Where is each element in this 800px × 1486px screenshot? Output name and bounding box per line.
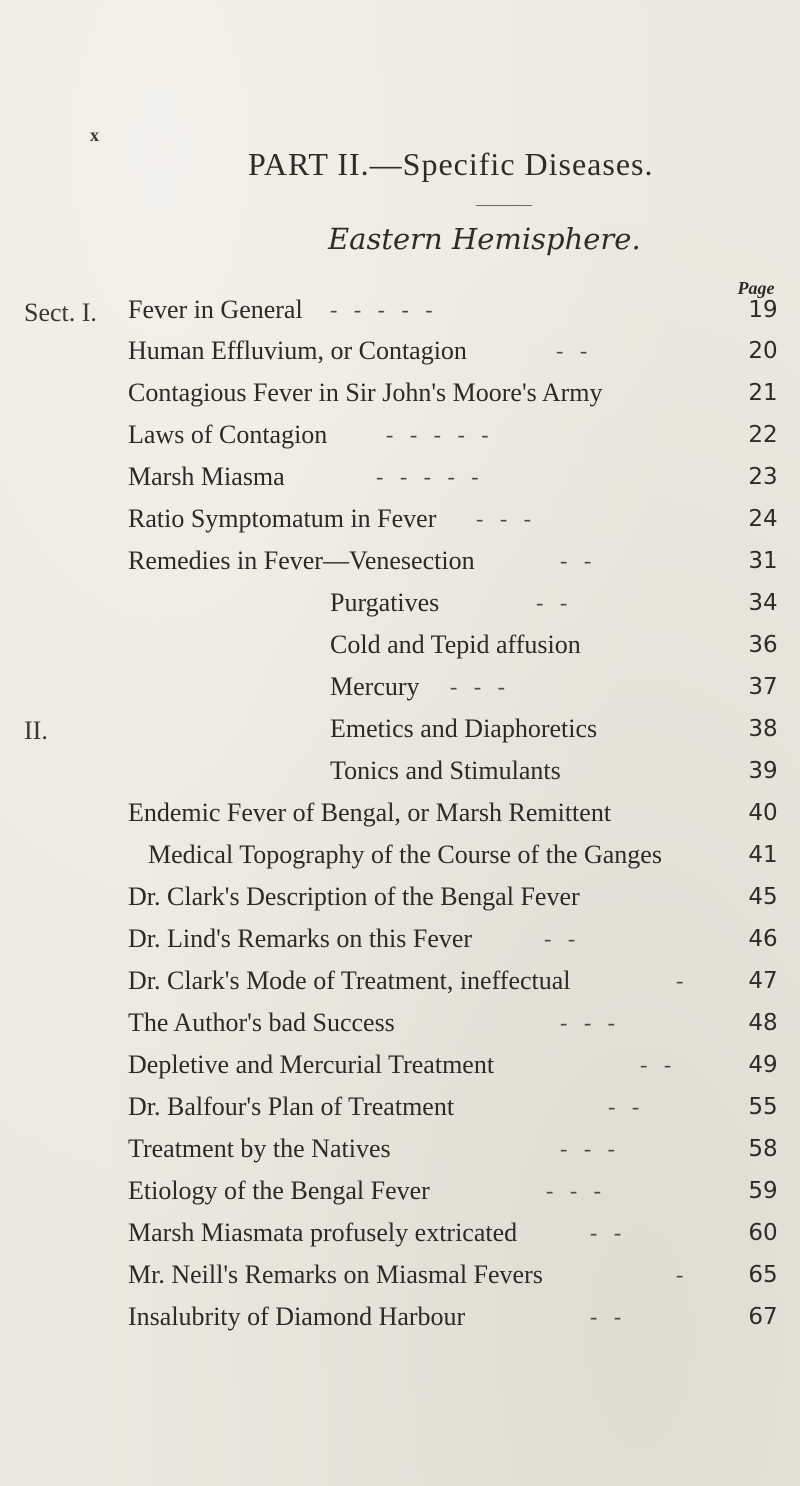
entry-page: 67 — [748, 1304, 778, 1330]
entry-page: 34 — [748, 590, 778, 616]
entry-leader: - - — [640, 1052, 672, 1077]
toc-entry — [0, 499, 800, 539]
entry-title: Cold and Tepid affusion — [330, 630, 581, 659]
toc-entry — [0, 835, 800, 875]
entry-title: Treatment by the Natives — [128, 1134, 391, 1163]
entry-page: 38 — [748, 716, 778, 742]
page-column-heading: Page — [737, 278, 775, 298]
entry-page: 49 — [748, 1052, 778, 1078]
section-label-1: Sect. I. — [24, 298, 97, 327]
entry-page: 45 — [748, 884, 778, 910]
entry-leader: - - - - - — [330, 297, 433, 322]
toc-entry — [0, 625, 800, 665]
entry-page: 60 — [748, 1220, 778, 1246]
entry-leader: - - — [556, 338, 588, 363]
section-label-2: II. — [24, 716, 48, 745]
hemisphere-heading: Eastern Hemisphere. — [328, 222, 641, 256]
toc-entry — [0, 1087, 800, 1127]
entry-leader: - - — [608, 1094, 640, 1119]
entry-title: Dr. Clark's Mode of Treatment, ineffectual — [128, 966, 571, 995]
entry-leader: - - - — [560, 1136, 615, 1161]
entry-leader: - - - - - — [376, 464, 479, 489]
entry-page: 37 — [748, 674, 778, 700]
toc-entry — [0, 751, 800, 791]
entry-page: 55 — [748, 1094, 778, 1120]
entry-title: Remedies in Fever—Venesection — [128, 546, 475, 575]
entry-page: 58 — [748, 1136, 778, 1162]
entry-leader: - - — [560, 548, 592, 573]
toc-entry — [0, 541, 800, 581]
toc-entry — [0, 667, 800, 707]
entry-title: Dr. Lind's Remarks on this Fever — [128, 924, 473, 953]
entry-title: Insalubrity of Diamond Harbour — [128, 1302, 466, 1331]
toc-entry — [0, 583, 800, 623]
entry-title: Tonics and Stimulants — [330, 756, 561, 785]
entry-title: Etiology of the Bengal Fever — [128, 1176, 430, 1205]
entry-title: Fever in General — [128, 295, 303, 324]
entry-page: 20 — [748, 338, 778, 364]
entry-title: Ratio Symptomatum in Fever — [128, 504, 437, 533]
toc-entry — [0, 919, 800, 959]
toc-entry — [0, 1213, 800, 1253]
entry-title: Depletive and Mercurial Treatment — [128, 1050, 495, 1079]
entry-title: The Author's bad Success — [128, 1008, 395, 1037]
entry-page: 41 — [748, 842, 778, 868]
toc-entry — [0, 415, 800, 455]
toc-entry — [0, 961, 800, 1001]
toc-entry — [0, 331, 800, 371]
entry-leader: - — [676, 1262, 684, 1287]
toc-entry — [0, 373, 800, 413]
title-rule — [476, 205, 532, 206]
entry-page: 65 — [748, 1262, 778, 1288]
page-corner-mark: x — [90, 125, 99, 145]
toc-entry — [0, 709, 800, 749]
entry-title: Laws of Contagion — [128, 420, 328, 449]
entry-title: Medical Topography of the Course of the Ganges — [148, 840, 662, 869]
entry-page: 23 — [748, 464, 778, 490]
entry-title: Purgatives — [330, 588, 440, 617]
toc-entry — [0, 793, 800, 833]
toc-entry — [0, 1255, 800, 1295]
entry-page: 48 — [748, 1010, 778, 1036]
entry-leader: - - - — [450, 674, 505, 699]
toc-entry — [0, 1297, 800, 1337]
entry-leader: - - — [536, 590, 568, 615]
entry-leader: - - — [590, 1220, 622, 1245]
entry-title: Mercury — [330, 672, 420, 701]
toc-entry — [0, 1003, 800, 1043]
entry-page: 47 — [748, 968, 778, 994]
entry-title: Marsh Miasmata profusely extricated — [128, 1218, 518, 1247]
part-title: PART II.—Specific Diseases. — [248, 146, 654, 182]
entry-title: Human Effluvium, or Contagion — [128, 336, 467, 365]
toc-entry — [0, 1171, 800, 1211]
entry-page: 19 — [748, 297, 778, 323]
toc-entry — [0, 457, 800, 497]
entry-page: 59 — [748, 1178, 778, 1204]
entry-page: 22 — [748, 422, 778, 448]
entry-page: 40 — [748, 800, 778, 826]
entry-leader: - - - — [476, 506, 531, 531]
entry-page: 46 — [748, 926, 778, 952]
entry-leader: - — [676, 968, 684, 993]
entry-title: Endemic Fever of Bengal, or Marsh Remittent — [128, 798, 612, 827]
entry-title: Dr. Balfour's Plan of Treatment — [128, 1092, 455, 1121]
entry-title: Dr. Clark's Description of the Bengal Fever — [128, 882, 580, 911]
entry-page: 36 — [748, 632, 778, 658]
entry-title: Contagious Fever in Sir John's Moore's Army — [128, 378, 603, 407]
toc-entry — [0, 1129, 800, 1169]
entry-page: 39 — [748, 758, 778, 784]
entry-leader: - - — [590, 1304, 622, 1329]
toc-entry — [0, 1045, 800, 1085]
entry-title: Mr. Neill's Remarks on Miasmal Fevers — [128, 1260, 543, 1289]
entry-page: 31 — [748, 548, 778, 574]
entry-leader: - - - — [560, 1010, 615, 1035]
toc-entry — [0, 877, 800, 917]
entry-title: Marsh Miasma — [128, 462, 285, 491]
entry-page: 24 — [748, 506, 778, 532]
entry-leader: - - - — [546, 1178, 601, 1203]
entry-leader: - - - - - — [386, 422, 489, 447]
entry-leader: - - — [544, 926, 576, 951]
entry-title: Emetics and Diaphoretics — [330, 714, 598, 743]
entry-page: 21 — [748, 380, 778, 406]
toc-entry — [0, 290, 800, 330]
